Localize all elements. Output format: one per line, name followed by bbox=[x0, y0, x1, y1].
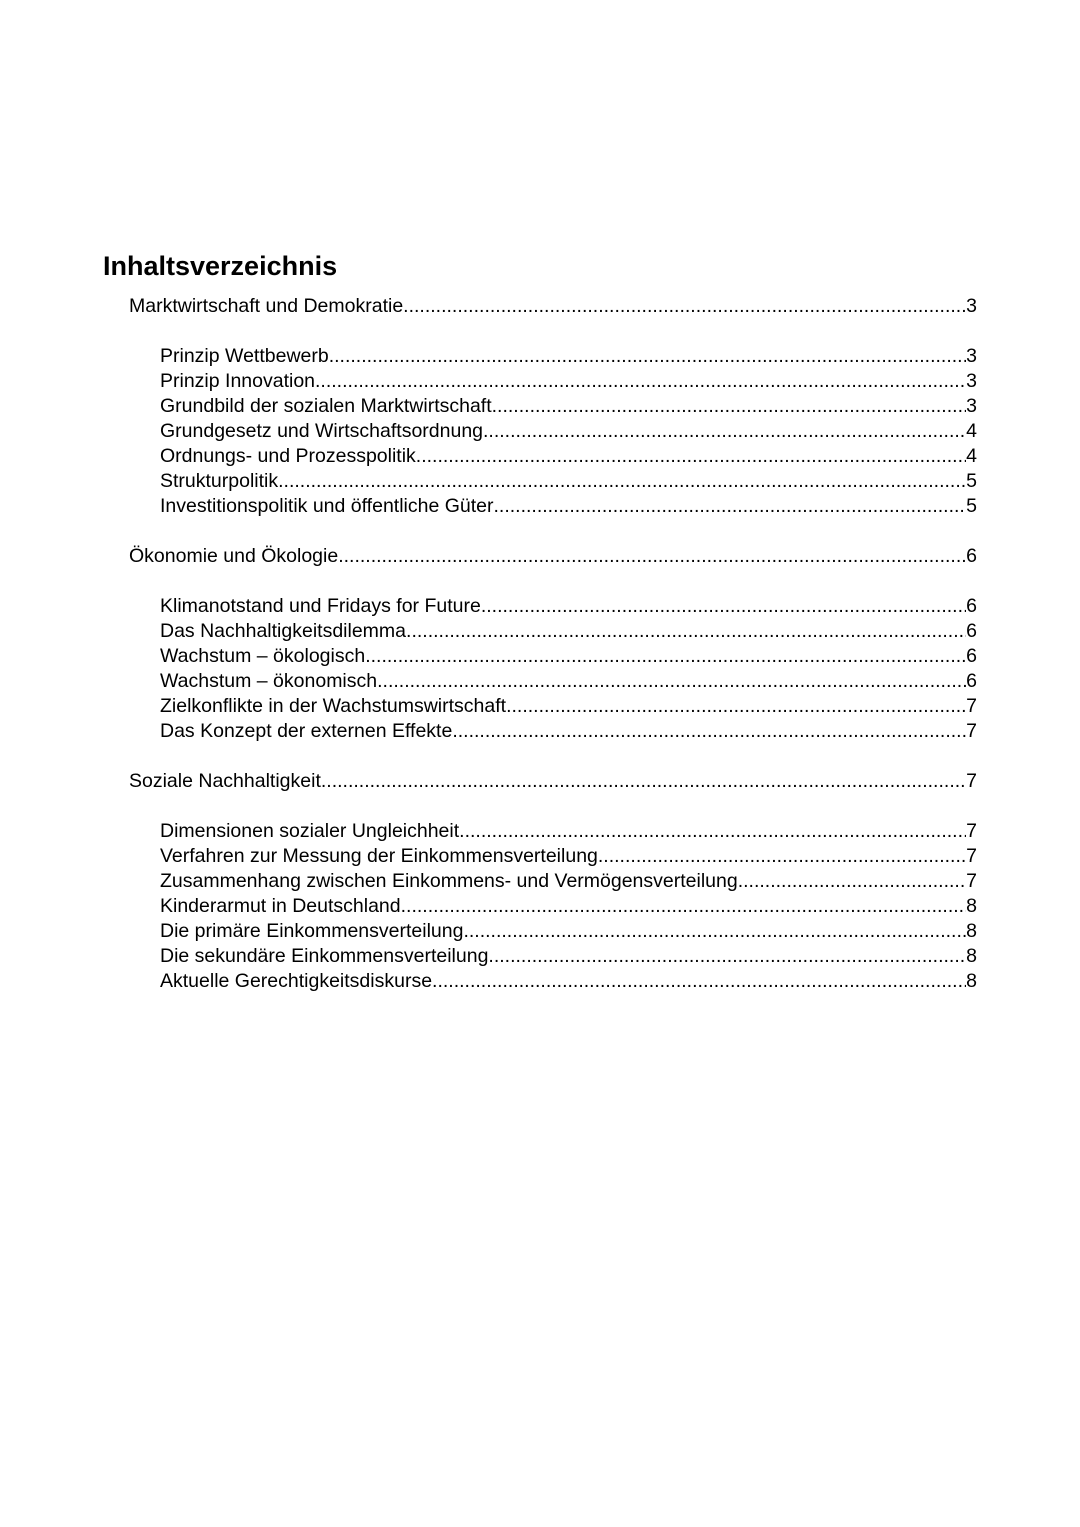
toc-page-number: 7 bbox=[966, 695, 977, 717]
toc-page-number: 4 bbox=[966, 445, 977, 467]
toc-item-label: Verfahren zur Messung der Einkommensverteilung bbox=[160, 845, 598, 867]
toc-item-label: Die sekundäre Einkommensverteilung bbox=[160, 945, 489, 967]
toc-section-label: Marktwirtschaft und Demokratie bbox=[129, 295, 404, 317]
toc-leader-dots bbox=[338, 543, 966, 569]
toc-page-number: 3 bbox=[966, 395, 977, 417]
toc-leader-dots bbox=[377, 668, 966, 694]
toc-item[interactable] bbox=[160, 968, 977, 994]
toc-page-number: 8 bbox=[966, 895, 977, 917]
toc-item[interactable] bbox=[160, 818, 977, 844]
toc-item[interactable] bbox=[160, 668, 977, 694]
toc-item-label: Dimensionen sozialer Ungleichheit bbox=[160, 820, 460, 842]
toc-item-label: Prinzip Innovation bbox=[160, 370, 316, 392]
toc-page-number: 7 bbox=[966, 720, 977, 742]
toc-item-label: Investitionspolitik und öffentliche Güter bbox=[160, 495, 494, 517]
toc-leader-dots bbox=[406, 618, 966, 644]
toc-page-number: 8 bbox=[966, 920, 977, 942]
toc-item-label: Aktuelle Gerechtigkeitsdiskurse bbox=[160, 970, 433, 992]
toc-leader-dots bbox=[365, 643, 966, 669]
toc-leader-dots bbox=[459, 818, 966, 844]
toc-leader-dots bbox=[488, 943, 966, 969]
toc-page-number: 6 bbox=[966, 595, 977, 617]
toc-item[interactable] bbox=[160, 918, 977, 944]
toc-item[interactable] bbox=[160, 393, 977, 419]
toc-item-label: Zielkonflikte in der Wachstumswirtschaft bbox=[160, 695, 507, 717]
toc-leader-dots bbox=[463, 918, 966, 944]
toc-item-label: Kinderarmut in Deutschland bbox=[160, 895, 401, 917]
toc-section[interactable] bbox=[129, 293, 977, 319]
toc-item[interactable] bbox=[160, 693, 977, 719]
toc-leader-dots bbox=[432, 968, 966, 994]
toc-item[interactable] bbox=[160, 943, 977, 969]
toc-item[interactable] bbox=[160, 868, 977, 894]
toc-page-number: 8 bbox=[966, 970, 977, 992]
toc-leader-dots bbox=[416, 443, 966, 469]
toc-section[interactable] bbox=[129, 768, 977, 794]
toc-section-label: Soziale Nachhaltigkeit bbox=[129, 770, 321, 792]
toc-item-label: Das Konzept der externen Effekte bbox=[160, 720, 453, 742]
toc-item[interactable] bbox=[160, 468, 977, 494]
toc-item[interactable] bbox=[160, 443, 977, 469]
toc-leader-dots bbox=[278, 468, 966, 494]
toc-item-label: Wachstum – ökologisch bbox=[160, 645, 366, 667]
toc-leader-dots bbox=[494, 493, 967, 519]
toc-item-label: Ordnungs- und Prozesspolitik bbox=[160, 445, 416, 467]
toc-item[interactable] bbox=[160, 418, 977, 444]
toc-page-number: 5 bbox=[966, 495, 977, 517]
toc-page-number: 6 bbox=[966, 645, 977, 667]
toc-page-number: 8 bbox=[966, 945, 977, 967]
toc-item[interactable] bbox=[160, 493, 977, 519]
toc-item-label: Strukturpolitik bbox=[160, 470, 279, 492]
toc-page-number: 4 bbox=[966, 420, 977, 442]
toc-item[interactable] bbox=[160, 618, 977, 644]
toc-item[interactable] bbox=[160, 718, 977, 744]
toc-item[interactable] bbox=[160, 893, 977, 919]
toc-item-label: Wachstum – ökonomisch bbox=[160, 670, 378, 692]
toc-page-number: 3 bbox=[966, 370, 977, 392]
toc-leader-dots bbox=[401, 893, 967, 919]
toc-leader-dots bbox=[481, 593, 966, 619]
toc-leader-dots bbox=[506, 693, 966, 719]
toc-leader-dots bbox=[492, 393, 967, 419]
toc-leader-dots bbox=[598, 843, 966, 869]
page-title: Inhaltsverzeichnis bbox=[103, 251, 338, 281]
toc-page-number: 5 bbox=[966, 470, 977, 492]
toc-item-label: Zusammenhang zwischen Einkommens- und Vermögensverteilung bbox=[160, 870, 738, 892]
toc-leader-dots bbox=[321, 768, 966, 794]
toc-item[interactable] bbox=[160, 643, 977, 669]
toc-leader-dots bbox=[738, 868, 966, 894]
toc-item[interactable] bbox=[160, 593, 977, 619]
toc-leader-dots bbox=[329, 343, 966, 369]
toc-item[interactable] bbox=[160, 343, 977, 369]
toc-item-label: Die primäre Einkommensverteilung bbox=[160, 920, 464, 942]
toc-page-number: 7 bbox=[966, 845, 977, 867]
toc-item-label: Prinzip Wettbewerb bbox=[160, 345, 329, 367]
toc-page-number: 6 bbox=[966, 670, 977, 692]
toc-section-label: Ökonomie und Ökologie bbox=[129, 545, 339, 567]
toc-item-label: Das Nachhaltigkeitsdilemma bbox=[160, 620, 407, 642]
toc-page-number: 6 bbox=[966, 545, 977, 567]
toc-leader-dots bbox=[315, 368, 966, 394]
toc-leader-dots bbox=[483, 418, 966, 444]
toc-item-label: Klimanotstand und Fridays for Future bbox=[160, 595, 481, 617]
toc-item-label: Grundgesetz und Wirtschaftsordnung bbox=[160, 420, 484, 442]
toc-section[interactable] bbox=[129, 543, 977, 569]
toc-page-number: 3 bbox=[966, 295, 977, 317]
toc-page-number: 7 bbox=[966, 870, 977, 892]
toc-page-number: 7 bbox=[966, 820, 977, 842]
toc-item[interactable] bbox=[160, 843, 977, 869]
toc-page-number: 3 bbox=[966, 345, 977, 367]
toc-leader-dots bbox=[403, 293, 966, 319]
toc-page-number: 6 bbox=[966, 620, 977, 642]
toc-item[interactable] bbox=[160, 368, 977, 394]
toc-page-number: 7 bbox=[966, 770, 977, 792]
toc-item-label: Grundbild der sozialen Marktwirtschaft bbox=[160, 395, 492, 417]
toc-leader-dots bbox=[452, 718, 966, 744]
